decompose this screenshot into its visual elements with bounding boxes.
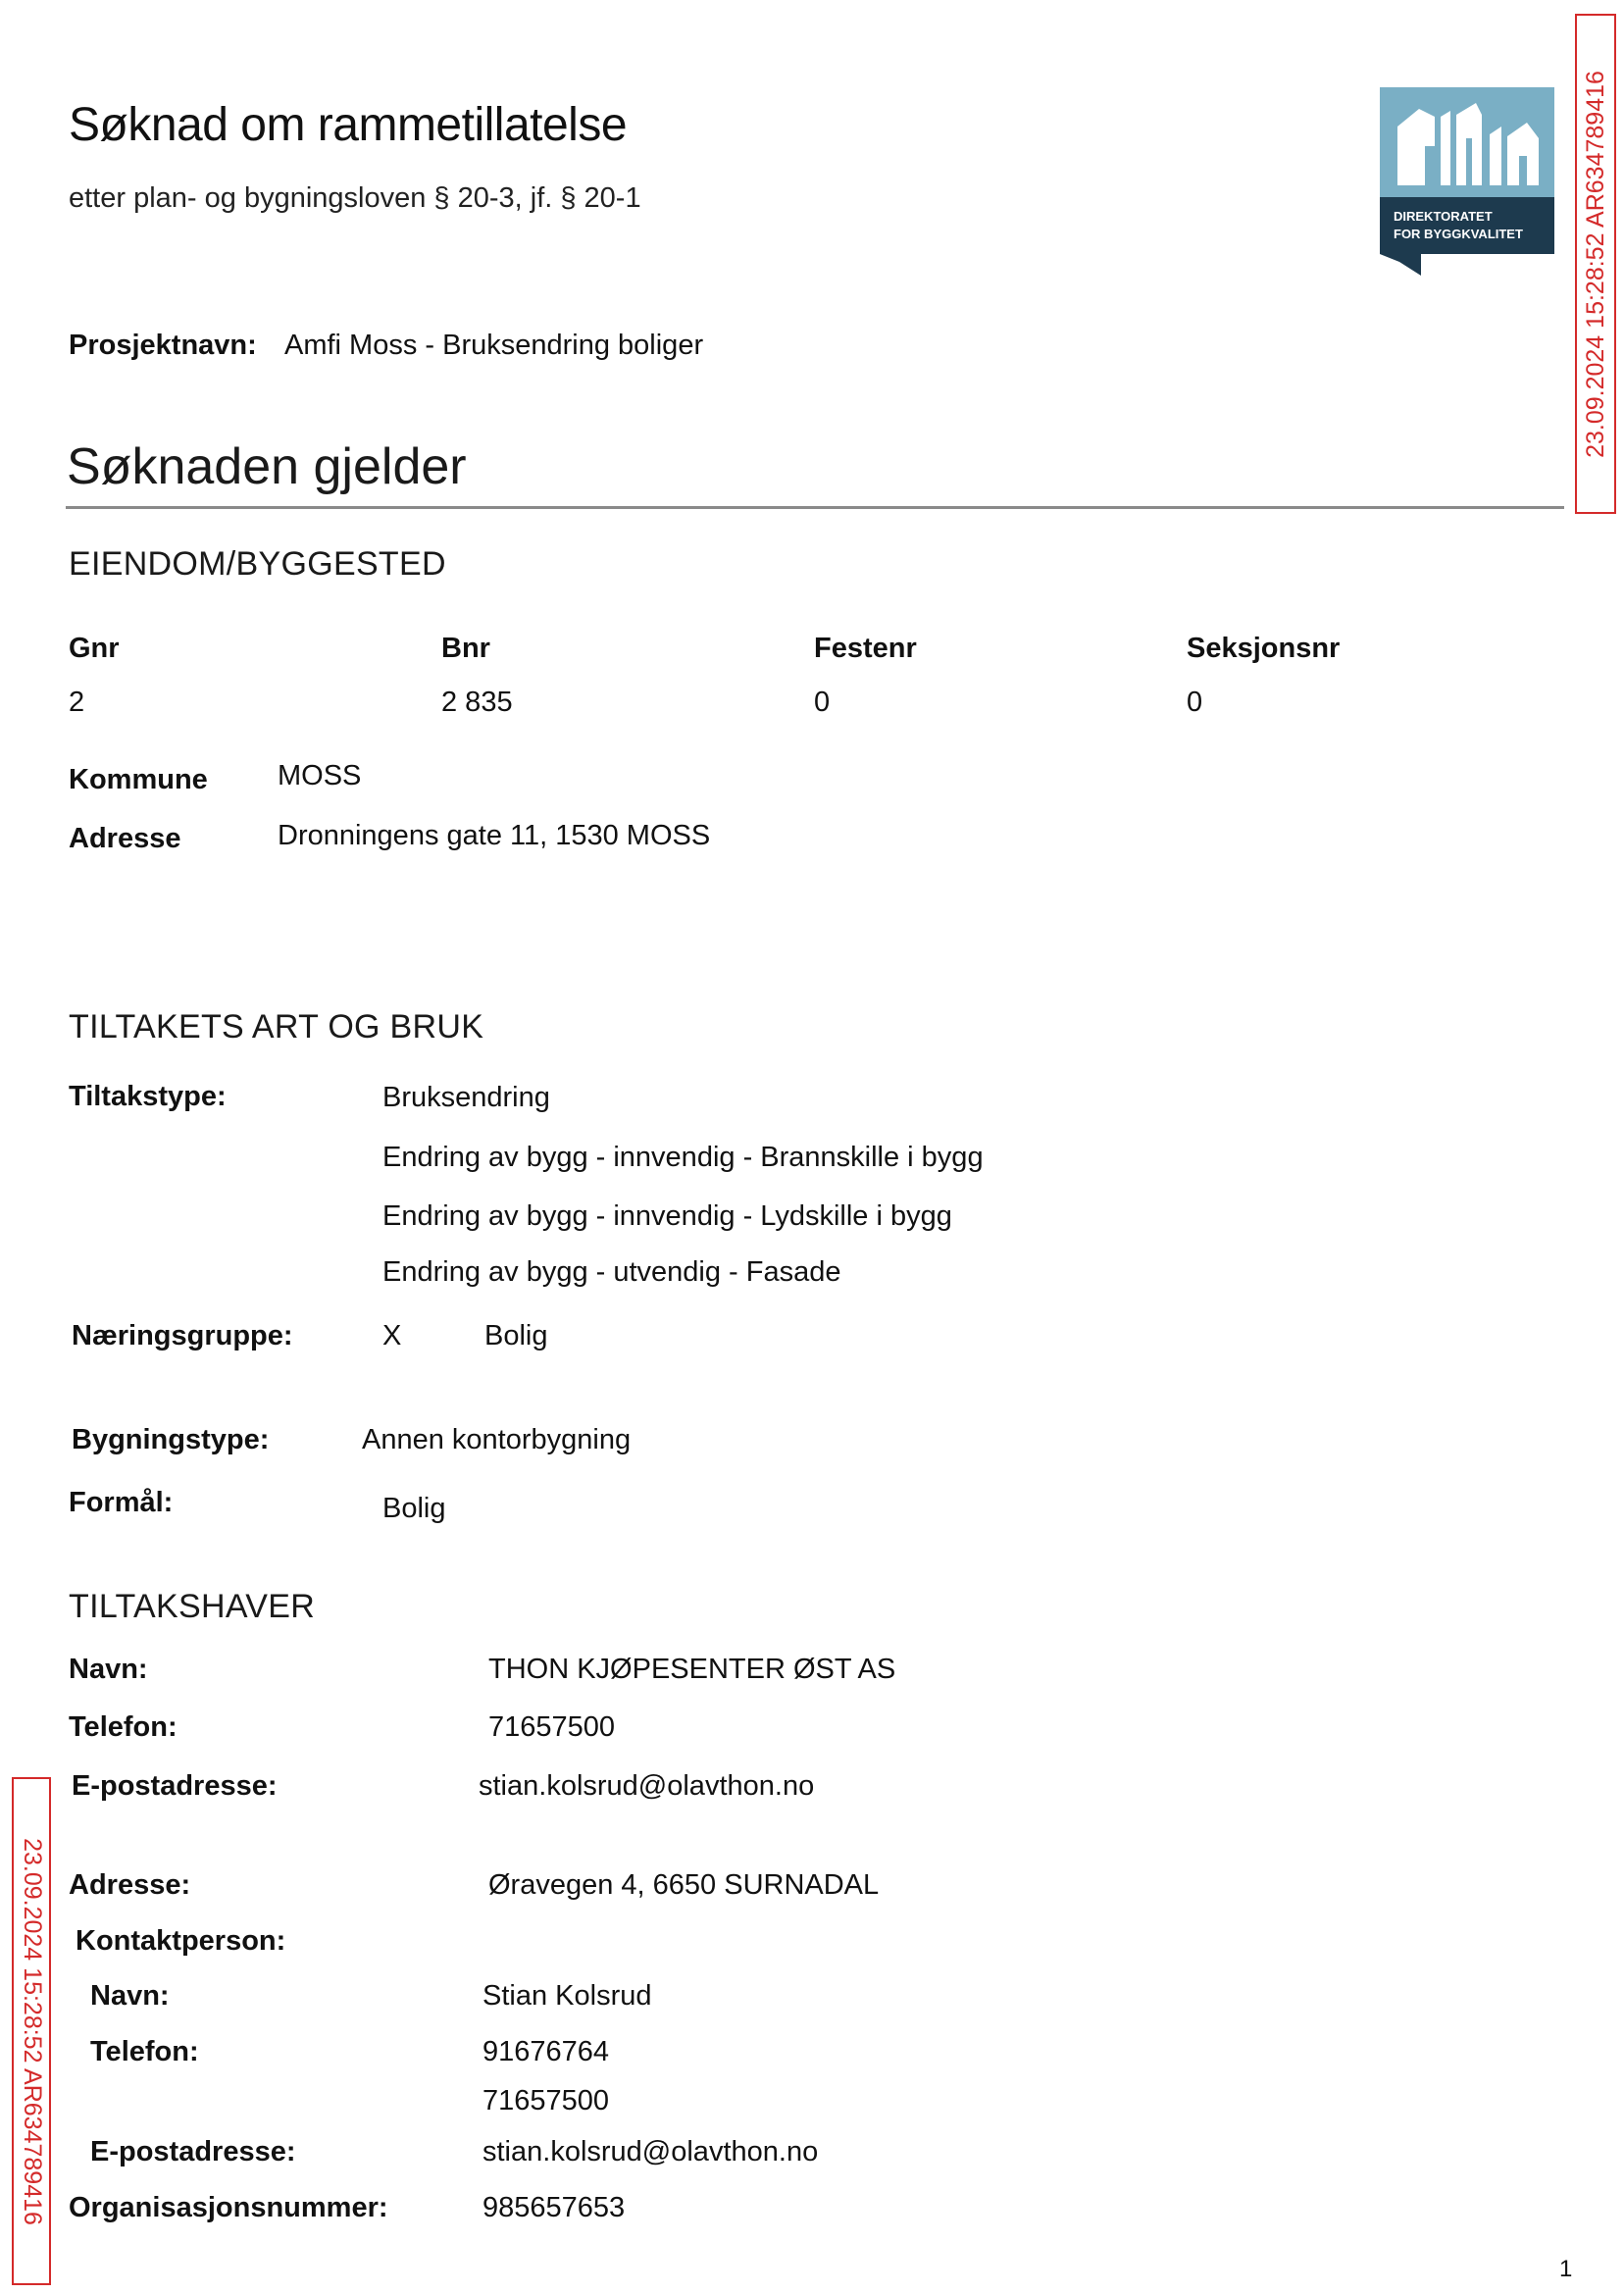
festenr-label: Festenr bbox=[814, 633, 917, 664]
epost-value: stian.kolsrud@olavthon.no bbox=[479, 1770, 815, 1802]
orgnr-value: 985657653 bbox=[482, 2192, 626, 2223]
festenr-value: 0 bbox=[814, 687, 831, 718]
adresse-value: Dronningens gate 11, 1530 MOSS bbox=[278, 820, 711, 851]
tiltak-heading: TILTAKETS ART OG BRUK bbox=[69, 1008, 484, 1045]
kontakt-navn-value: Stian Kolsrud bbox=[482, 1980, 652, 2012]
naeringsgruppe-code: X bbox=[382, 1320, 402, 1351]
formaal-label: Formål: bbox=[69, 1487, 174, 1518]
naeringsgruppe-value: Bolig bbox=[484, 1320, 548, 1351]
kommune-label: Kommune bbox=[69, 764, 208, 795]
tiltakstype-item: Endring av bygg - innvendig - Brannskille i bygg bbox=[382, 1142, 984, 1173]
bygningstype-value: Annen kontorbygning bbox=[362, 1424, 632, 1455]
gnr-label: Gnr bbox=[69, 633, 120, 664]
stamp-text: 23.09.2024 15:28:52 AR634789416 bbox=[1581, 70, 1609, 458]
seksjonsnr-value: 0 bbox=[1187, 687, 1203, 718]
receipt-stamp-left bbox=[12, 1777, 51, 2285]
kontakt-telefon-label: Telefon: bbox=[90, 2036, 199, 2067]
section-divider bbox=[66, 506, 1564, 509]
project-value: Amfi Moss - Bruksendring boliger bbox=[284, 330, 704, 361]
kontakt-epost-label: E-postadresse: bbox=[90, 2136, 296, 2167]
formaal-value: Bolig bbox=[382, 1493, 446, 1524]
navn-label: Navn: bbox=[69, 1654, 148, 1685]
bnr-value: 2 835 bbox=[441, 687, 513, 718]
dibk-logo bbox=[1380, 87, 1554, 276]
bygningstype-label: Bygningstype: bbox=[72, 1424, 270, 1455]
page-number: 1 bbox=[1559, 2256, 1573, 2282]
kontaktperson-label: Kontaktperson: bbox=[76, 1925, 286, 1957]
adresse-value: Øravegen 4, 6650 SURNADAL bbox=[488, 1869, 880, 1901]
seksjonsnr-label: Seksjonsnr bbox=[1187, 633, 1341, 664]
kontakt-navn-label: Navn: bbox=[90, 1980, 170, 2012]
adresse-label: Adresse: bbox=[69, 1869, 191, 1901]
kontakt-epost-value: stian.kolsrud@olavthon.no bbox=[482, 2136, 819, 2167]
kontakt-telefon-value: 91676764 bbox=[482, 2036, 610, 2067]
tiltakstype-item: Bruksendring bbox=[382, 1082, 550, 1113]
bnr-label: Bnr bbox=[441, 633, 490, 664]
epost-label: E-postadresse: bbox=[72, 1770, 278, 1802]
document-subtitle: etter plan- og bygningsloven § 20-3, jf. § 20-1 bbox=[69, 182, 641, 214]
stamp-text: 23.09.2024 15:28:52 AR634789416 bbox=[18, 1837, 46, 2225]
eiendom-heading: EIENDOM/BYGGESTED bbox=[69, 545, 446, 583]
tiltakstype-item: Endring av bygg - utvendig - Fasade bbox=[382, 1256, 841, 1288]
navn-value: THON KJØPESENTER ØST AS bbox=[488, 1654, 896, 1685]
tiltakstype-item: Endring av bygg - innvendig - Lydskille i bygg bbox=[382, 1200, 952, 1232]
project-label: Prosjektnavn: bbox=[69, 330, 257, 361]
kommune-value: MOSS bbox=[278, 760, 362, 791]
adresse-label: Adresse bbox=[69, 823, 181, 854]
document-title: Søknad om rammetillatelse bbox=[69, 99, 628, 151]
receipt-stamp-right bbox=[1575, 14, 1616, 514]
logo-text-line1: DIREKTORATET bbox=[1394, 209, 1493, 224]
dibk-logo-icon bbox=[1380, 87, 1554, 276]
tiltakstype-label: Tiltakstype: bbox=[69, 1081, 227, 1112]
section-heading: Søknaden gjelder bbox=[67, 438, 467, 495]
tiltakshaver-heading: TILTAKSHAVER bbox=[69, 1588, 316, 1625]
telefon-value: 71657500 bbox=[488, 1711, 616, 1743]
orgnr-label: Organisasjonsnummer: bbox=[69, 2192, 388, 2223]
logo-text-line2: FOR BYGGKVALITET bbox=[1394, 227, 1523, 241]
telefon-label: Telefon: bbox=[69, 1711, 178, 1743]
kontakt-telefon-value: 71657500 bbox=[482, 2085, 610, 2116]
naeringsgruppe-label: Næringsgruppe: bbox=[72, 1320, 293, 1351]
gnr-value: 2 bbox=[69, 687, 85, 718]
